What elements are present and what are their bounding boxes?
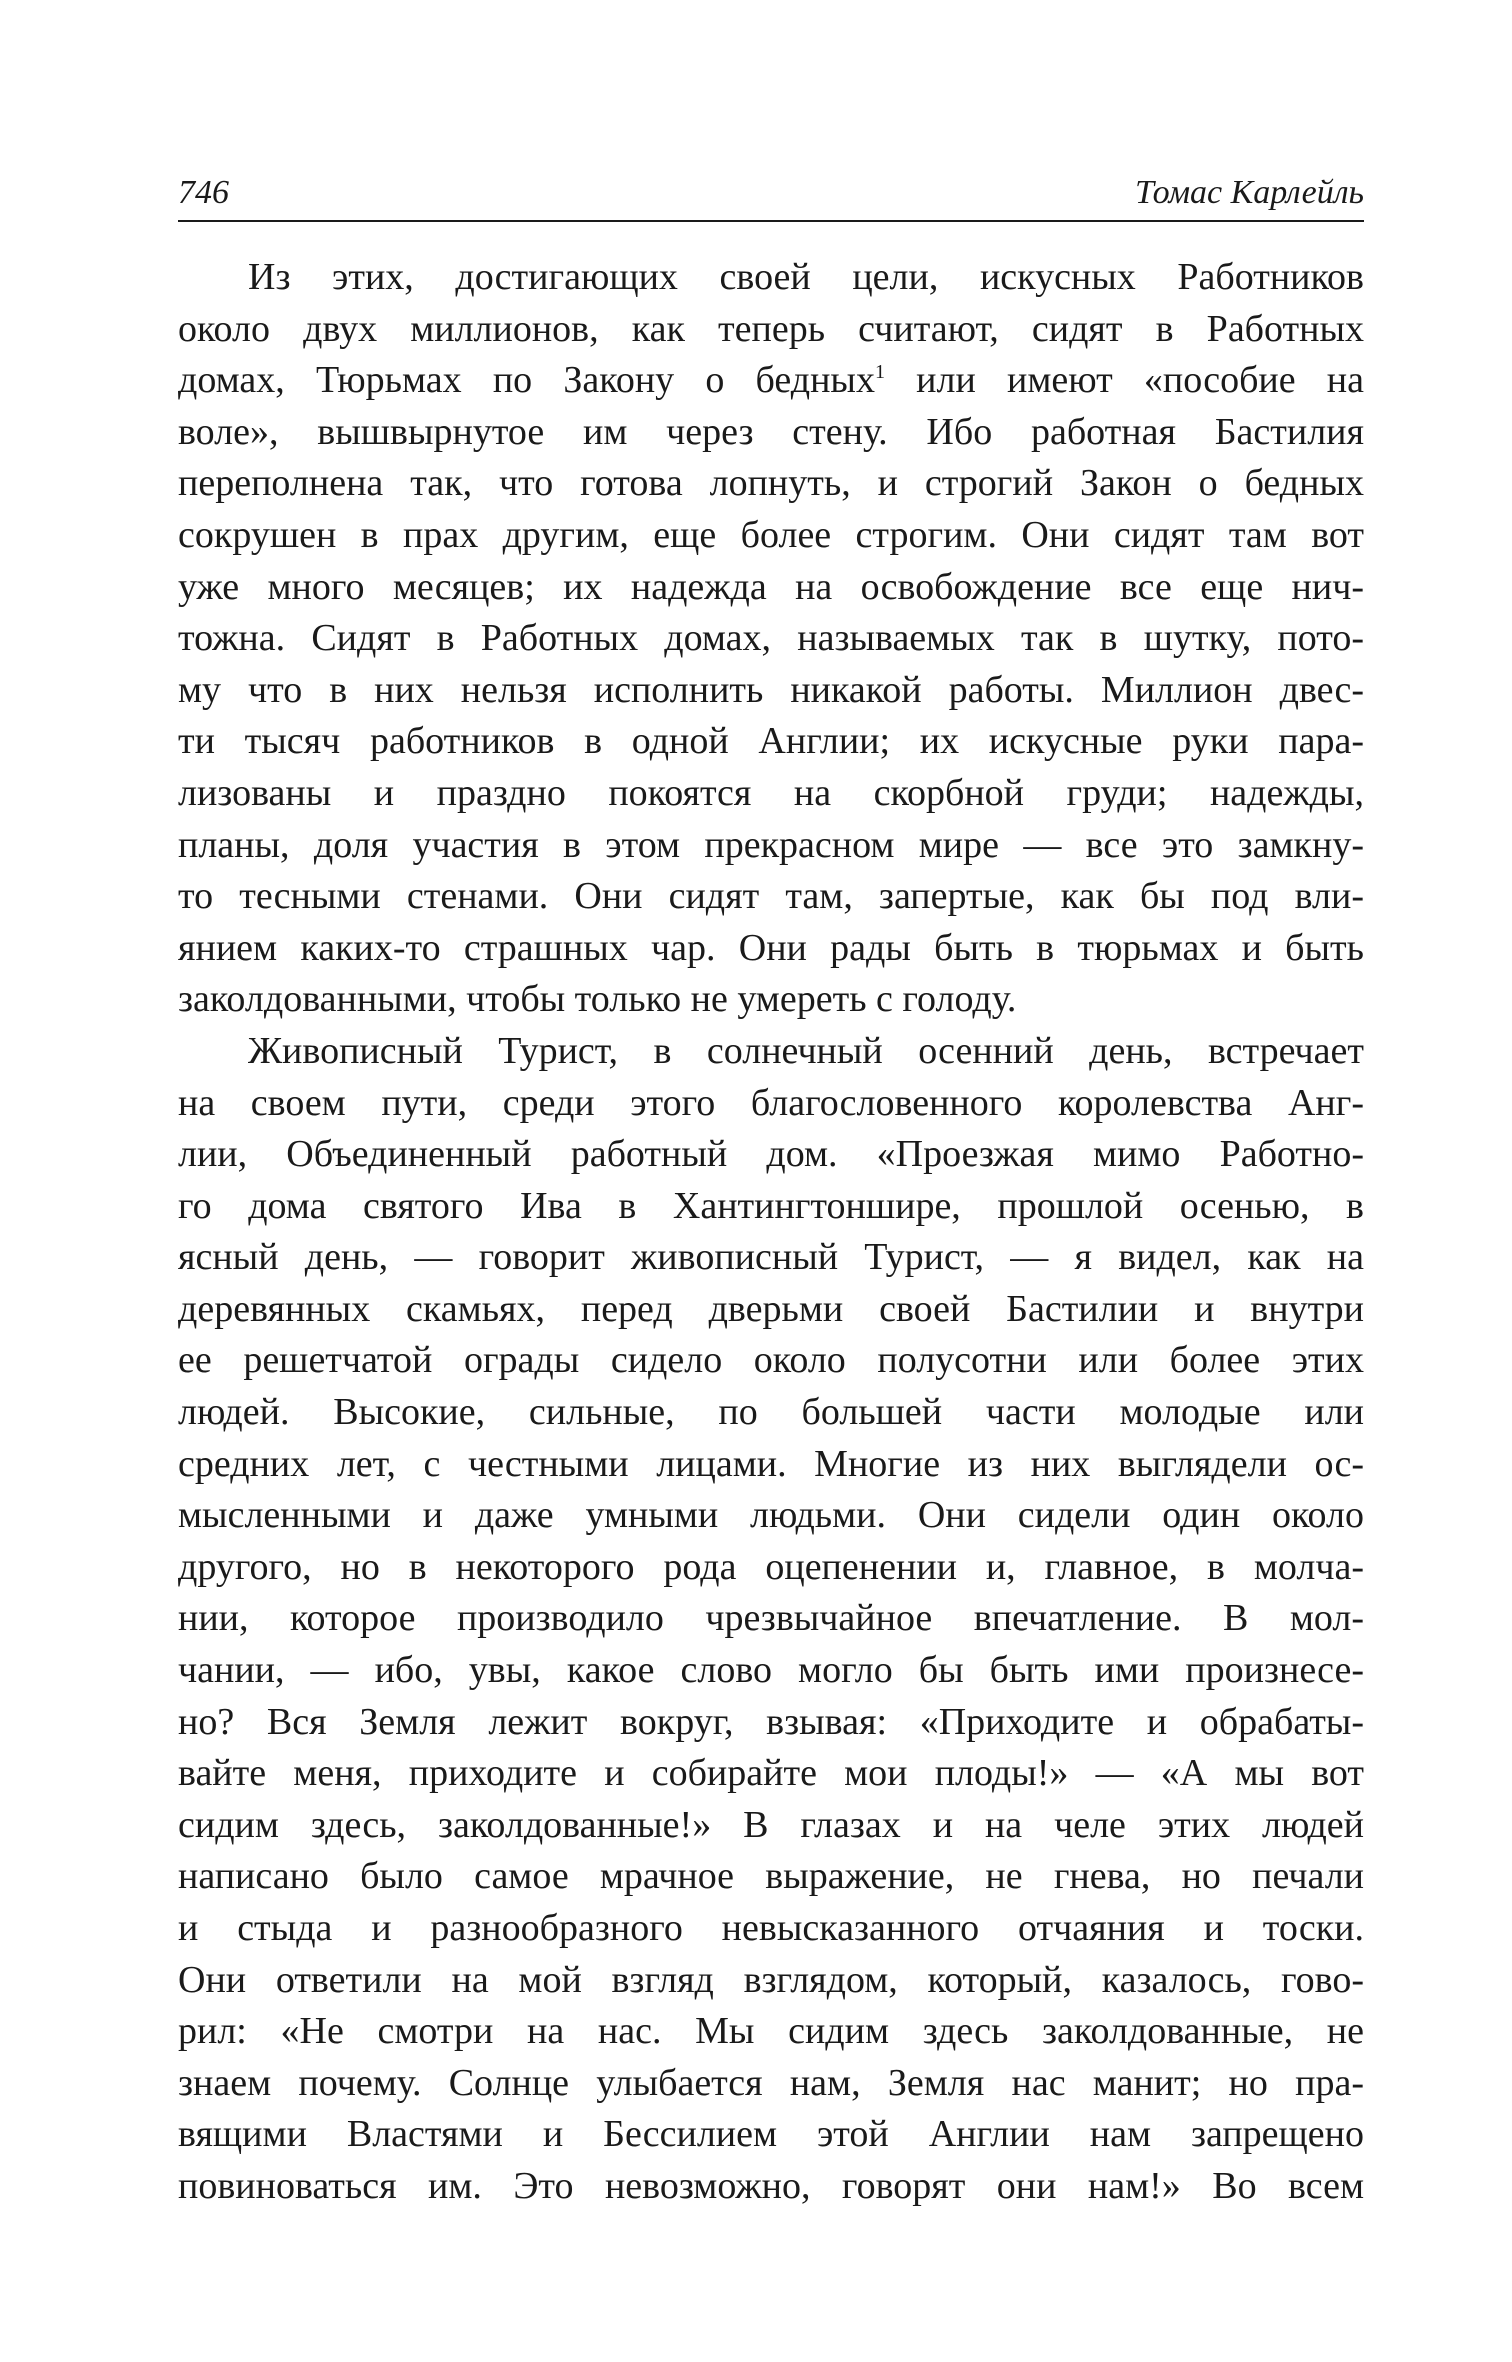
text-line: средних лет, с честными лицами. Многие из них выглядели ос- [178,1442,1364,1485]
text-line: янием каких-то страшных чар. Они рады быть в тюрьмах и быть [178,926,1364,969]
text-line: заколдованными, чтобы только не умереть с голоду. [178,978,1017,1021]
text-line: Они ответили на мой взгляд взглядом, который, казалось, гово- [178,1958,1364,2001]
text-line: чании, — ибо, увы, какое слово могло бы быть ими произнесе- [178,1649,1364,1692]
text-line: ясный день, — говорит живописный Турист, — я видел, как на [178,1236,1364,1279]
text-line: планы, доля участия в этом прекрасном мире — все это замкну- [178,823,1364,866]
text-line: лии, Объединенный работный дом. «Проезжая мимо Работно- [178,1133,1364,1176]
text-line: написано было самое мрачное выражение, не гнева, но печали [178,1855,1364,1898]
text-line: на своем пути, среди этого благословенного королевства Анг- [178,1081,1364,1124]
text-line: воле», вышвырнутое им через стену. Ибо работная Бастилия [178,410,1364,453]
text-line: и стыда и разнообразного невысказанного отчаяния и тоски. [178,1907,1364,1949]
text-line: повиноваться им. Это невозможно, говорят они нам!» Во всем [178,2164,1364,2207]
text-line: вайте меня, приходите и собирайте мои плоды!» — «А мы вот [178,1752,1364,1795]
paragraph-1 [178,252,1364,1026]
text-line: уже много месяцев; их надежда на освобождение все еще нич- [178,565,1364,608]
text-line: сидим здесь, заколдованные!» В глазах и на челе этих людей [178,1803,1364,1846]
paragraph-2 [178,1026,1364,2213]
text-line: Из этих, достигающих своей цели, искусных Работников [248,256,1364,298]
text-line: ее решетчатой ограды сидело около полусотни или более этих [178,1339,1364,1382]
text-fragment: домах, Тюрьмах по Закону о бедных [178,359,875,402]
footnote-marker[interactable]: 1 [874,361,885,384]
text-line: переполнена так, что готова лопнуть, и строгий Закон о бедных [178,462,1364,505]
text-line: знаем почему. Солнце улыбается нам, Земля нас манит; но пра- [178,2061,1364,2104]
text-line: рил: «Не смотри на нас. Мы сидим здесь заколдованные, не [178,2010,1364,2053]
text-line: тожна. Сидят в Работных домах, называемых так в шутку, пото- [178,617,1364,660]
page-number: 746 [178,174,229,211]
text-line: лизованы и праздно покоятся на скорбной груди; надежды, [178,771,1364,814]
text-line [178,355,1364,407]
running-head: Томас Карлейль [1134,174,1364,211]
text-line: нии, которое производило чрезвычайное впечатление. В мол- [178,1597,1364,1640]
text-line: людей. Высокие, сильные, по большей части молодые или [178,1391,1364,1434]
text-line: но? Вся Земля лежит вокруг, взывая: «Приходите и обрабаты- [178,1700,1364,1743]
text-line: го дома святого Ива в Хантингтоншире, прошлой осенью, в [178,1184,1364,1227]
text-line: около двух миллионов, как теперь считают, сидят в Работных [178,307,1364,350]
page-header [178,170,1364,222]
text-line: то тесными стенами. Они сидят там, запертые, как бы под вли- [178,875,1364,918]
text-line: другого, но в некоторого рода оцепенении и, главное, в молча- [178,1545,1364,1588]
text-line: вящими Властями и Бессилием этой Англии нам запрещено [178,2113,1364,2156]
text-fragment: или имеют «пособие на [884,359,1364,402]
text-line: ти тысяч работников в одной Англии; их искусные руки пара- [178,720,1364,763]
text-line: Живописный Турист, в солнечный осенний день, встречает [248,1029,1364,1072]
text-line: мысленными и даже умными людьми. Они сидели один около [178,1494,1364,1537]
text-line: деревянных скамьях, перед дверьми своей Бастилии и внутри [178,1287,1364,1330]
text-line: му что в них нельзя исполнить никакой работы. Миллион двес- [178,668,1364,711]
body-text [178,252,1364,2213]
text-line: сокрушен в прах другим, еще более строгим. Они сидят там вот [178,513,1364,556]
